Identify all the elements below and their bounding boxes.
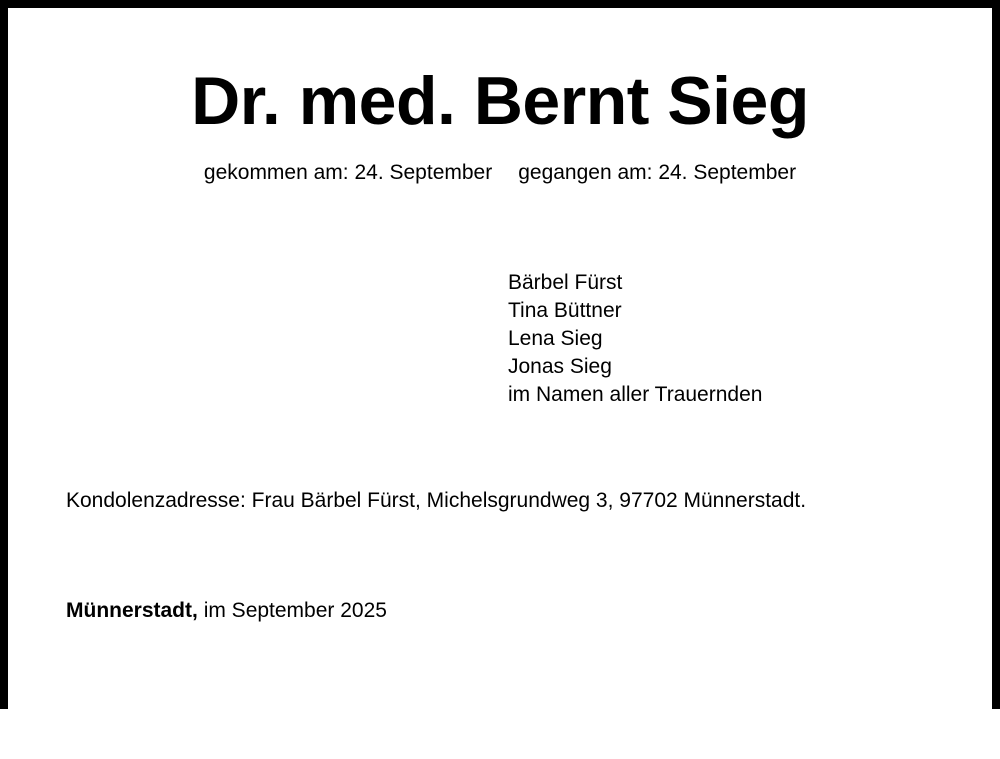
deceased-name: Dr. med. Bernt Sieg <box>191 63 809 139</box>
mourners-list <box>56 269 944 410</box>
birth-date-label: gekommen am: 24. September <box>203 161 493 185</box>
list-item: Bärbel Fürst <box>508 270 623 294</box>
list-item: Tina Büttner <box>508 298 622 322</box>
obituary-inner <box>8 63 992 759</box>
place-and-date <box>56 597 944 624</box>
life-dates <box>56 159 944 186</box>
list-item: Lena Sieg <box>508 326 603 350</box>
list-item: im Namen aller Trauernden <box>508 383 763 407</box>
notice-date: im September 2025 <box>203 598 387 622</box>
place-name: Münnerstadt, <box>66 598 198 622</box>
condolence-address: Kondolenzadresse: Frau Bärbel Fürst, Michelsgrundweg 3, 97702 Münnerstadt. <box>66 489 807 513</box>
death-date-label: gegangen am: 24. September <box>518 161 797 185</box>
list-item: Jonas Sieg <box>508 355 612 379</box>
